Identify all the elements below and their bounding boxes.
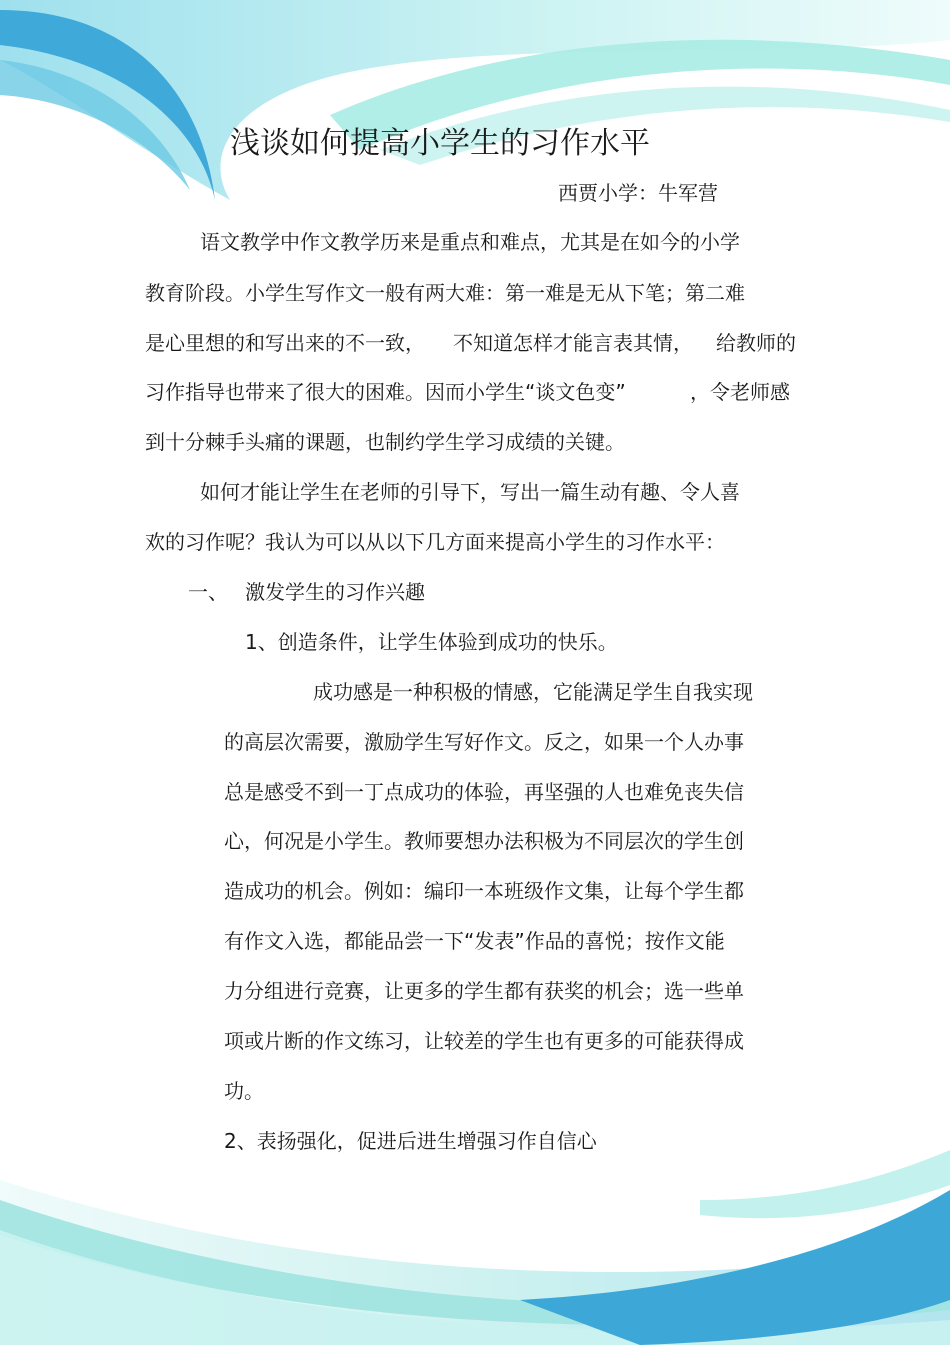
intro-line: 给教师的 [716,331,796,355]
intro-line: 不知道怎样才能言表其情， [453,331,693,355]
body-line: 功。 [224,1079,264,1103]
author-line: 西贾小学：牛军营 [558,181,718,205]
document-title: 浅谈如何提高小学生的习作水平 [230,126,650,161]
section-number: 一、 [188,580,228,604]
question-line: 欢的习作呢？我认为可以从以下几方面来提高小学生的习作水平： [145,530,725,554]
intro-line: 语文教学中作文教学历来是重点和难点，尤其是在如今的小学 [200,230,740,254]
body-line: 成功感是一种积极的情感，它能满足学生自我实现 [313,680,753,704]
intro-line: ，令老师感 [690,380,790,404]
intro-line: 教育阶段。小学生写作文一般有两大难：第一难是无从下笔；第二难 [145,281,745,305]
body-line: 造成功的机会。例如：编印一本班级作文集，让每个学生都 [224,879,744,903]
section-heading: 激发学生的习作兴趣 [245,580,425,604]
body-line: 总是感受不到一丁点成功的体验，再坚强的人也难免丧失信 [224,780,744,804]
intro-line: 习作指导也带来了很大的困难。因而小学生“谈文色变” [145,380,626,404]
body-line: 有作文入选，都能品尝一下“发表”作品的喜悦；按作文能 [224,929,725,953]
subsection-heading: 1、创造条件，让学生体验到成功的快乐。 [245,630,618,654]
question-line: 如何才能让学生在老师的引导下，写出一篇生动有趣、令人喜 [200,480,740,504]
subsection-heading: 2、表扬强化，促进后进生增强习作自信心 [224,1129,597,1153]
intro-line: 是心里想的和写出来的不一致， [145,331,425,355]
intro-line: 到十分棘手头痛的课题，也制约学生学习成绩的关键。 [145,430,625,454]
body-line: 力分组进行竞赛，让更多的学生都有获奖的机会；选一些单 [224,979,744,1003]
body-line: 的高层次需要，激励学生写好作文。反之，如果一个人办事 [224,730,744,754]
body-line: 心，何况是小学生。教师要想办法积极为不同层次的学生创 [224,829,744,853]
body-line: 项或片断的作文练习，让较差的学生也有更多的可能获得成 [224,1029,744,1053]
